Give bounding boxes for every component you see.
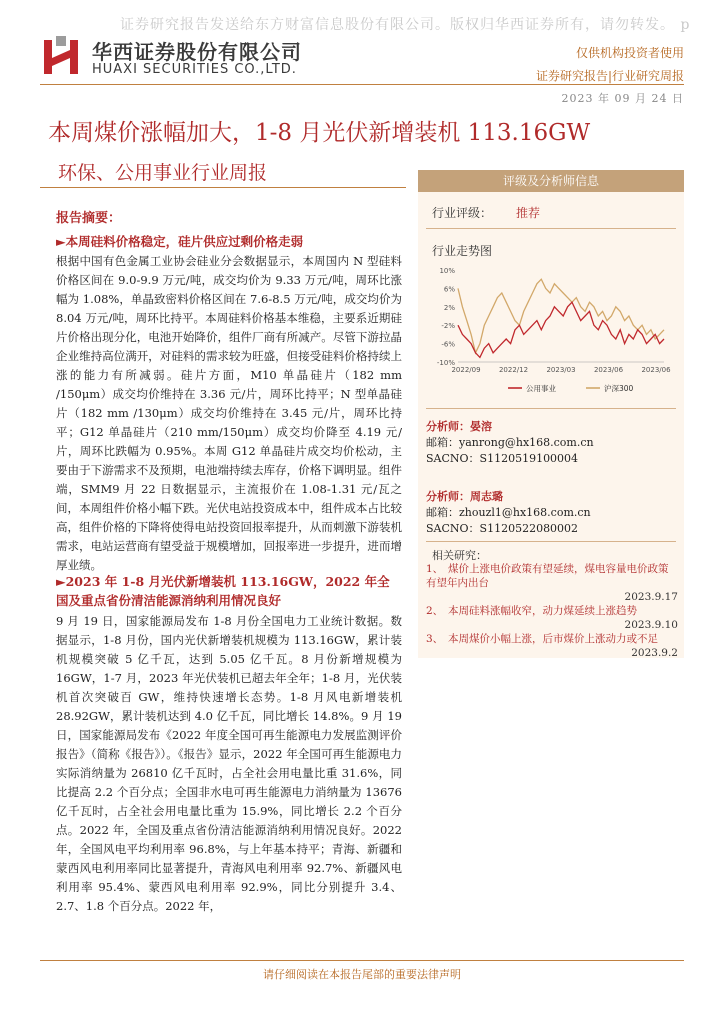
series-line xyxy=(458,302,664,357)
analyst-2-sacno: SACNO：S1120522080002 xyxy=(426,522,579,535)
y-tick-label: -6% xyxy=(441,340,455,349)
related-num: 1、 xyxy=(426,563,444,575)
related-date: 2023.9.10 xyxy=(624,619,678,631)
panel-divider xyxy=(426,541,676,542)
related-num: 3、 xyxy=(426,633,444,645)
related-date: 2023.9.17 xyxy=(624,591,678,603)
analyst-1-email[interactable]: 邮箱：yanrong@hx168.com.cn xyxy=(426,436,594,449)
related-item-3[interactable] xyxy=(426,632,678,660)
footer-disclaimer: 请仔细阅读在本报告尾部的重要法律声明 xyxy=(263,968,461,981)
y-tick-label: -10% xyxy=(436,359,455,367)
analyst-2-label: 分析师： xyxy=(426,490,470,503)
trend-chart xyxy=(426,262,678,400)
rating-label: 行业评级： xyxy=(432,206,493,220)
analyst-2-email[interactable]: 邮箱：zhouzl1@hx168.com.cn xyxy=(426,506,591,519)
rating-value: 推荐 xyxy=(516,206,541,220)
panel-divider xyxy=(426,408,676,409)
related-num: 2、 xyxy=(426,605,444,617)
analyst-1-name: 晏溶 xyxy=(470,420,492,433)
abstract-label: 报告摘要： xyxy=(56,211,122,226)
related-text: 本周煤价小幅上涨，后市煤价上涨动力或不足 xyxy=(448,633,658,645)
subtitle-divider xyxy=(40,187,406,188)
panel-divider xyxy=(426,228,676,229)
report-date: 2023 年 09 月 24 日 xyxy=(561,92,684,105)
legend-label: 公用事业 xyxy=(526,384,556,393)
audience-note: 仅供机构投资者使用 xyxy=(575,46,684,60)
x-tick-label: 2022/09 xyxy=(451,366,481,374)
company-name-en: HUAXI SECURITIES CO.,LTD. xyxy=(92,62,297,77)
analyst-2-name: 周志璐 xyxy=(470,490,503,503)
x-tick-label: 2023/06 xyxy=(593,366,624,374)
series-line xyxy=(458,279,664,353)
panel-header: 评级及分析师信息 xyxy=(418,170,684,192)
report-type: 证券研究报告|行业研究周报 xyxy=(535,69,684,83)
header-divider xyxy=(40,84,684,85)
watermark: 证券研究报告发送给东方财富信息股份有限公司。版权归华西证券所有，请勿转发。 p xyxy=(120,17,691,33)
analyst-2 xyxy=(426,489,676,537)
related-item-1[interactable] xyxy=(426,562,678,604)
y-tick-label: 6% xyxy=(443,285,455,294)
related-item-2[interactable] xyxy=(426,604,678,632)
related-date: 2023.9.2 xyxy=(631,647,678,659)
related-research-title: 相关研究： xyxy=(432,549,487,562)
analyst-1 xyxy=(426,419,676,467)
x-tick-label: 2022/12 xyxy=(498,366,529,374)
report-subtitle: 环保、公用事业行业周报 xyxy=(58,162,268,184)
section-2-text: 9 月 19 日，国家能源局发布 1-8 月份全国电力工业统计数据。数据显示，1-8 月份，国内光伏新增装机规模为 113.16GW，累计装机规模突破 5 亿千瓦，达到 5.05 亿千瓦。8 月份新增规模为 16GW，1-7 月，2023 年光伏装机已超去年全年；1-8 月，光伏装机首次突破百 GW，维持快速增长态势。1-8 月风电新增装机 28.92GW，累计装机达到 4.0 亿千瓦，同比增长 14.8%。9 月 19 日，国家能源局发布《2022 年度全国可再生能源电力发展监测评价报告》（简称《报告》）。《报告》显示，2022 年全国可再生能源电力实际消纳量为 26810 亿千瓦时，占全社会用电量比重 31.6%，同比提高 2.2 个百分点；全国非水电可再生能源电力消纳量为 13676 亿千瓦时，占全社会用电量比重为 15.9%，同比增长 2.2 个百分点。2022 年，全国及重点省份清洁能源消纳利用情况良好。2022 年，全国风电平均利用率 96.8%，与上年基本持平；青海、新疆和蒙西风电利用率同比显著提升，青海风电利用率 92.7%、新疆风电利用率 95.4%、蒙西风电利用率 92.9%，同比分别提升 3.4、2.7、1.8 个百分点。2022 年， xyxy=(56,614,402,913)
legend-label: 沪深300 xyxy=(604,384,634,393)
analyst-1-label: 分析师： xyxy=(426,420,470,433)
y-tick-label: -2% xyxy=(441,322,455,331)
chart-title: 行业走势图 xyxy=(432,244,493,258)
related-text: 本周硅料涨幅收窄，动力煤延续上涨趋势 xyxy=(448,605,637,617)
section-1-text: 根据中国有色金属工业协会硅业分会数据显示，本周国内 N 型硅料价格区间在 9.0-9.9 万元/吨，成交均价为 9.33 万元/吨，周环比涨幅为 1.08%，单晶致密料价格区间在 7.6-8.5 万元/吨，成交均价为 8.04 万元/吨，周环比持平。本周硅料价格基本维稳，主要系近期硅片价格出现分化，电池开始降价，组件厂商有所减产。尽管下游拉晶企业维持高位满开，对硅料的需求较为旺盛，但接受硅料价格持续上涨的能力有所减弱。硅片方面，M10 单晶硅片（182 mm /150μm）成交均价维持在 3.36 元/片，周环比持平；N 型单晶硅片（182 mm /130μm）成交均价维持在 3.45 元/片，周环比持平；G12 单晶硅片（210 mm/150μm）成交均价降至 4.19 元/片，周环比跌幅为 0.95%。本周 G12 单晶硅片成交均价松动，主要由于下游需求不及预期，电池端持续去库存，价格下调明显。组件端，SMM9 月 22 日数据显示，主流报价在 1.08-1.31 元/瓦之间，本周组件价格小幅下跌。光伏电站投资成本中，组件成本占比较高，组件价格的下降将使得电站投资回报率提升，从而刺激下游装机需求，电站运营商有望受益于规模增加，回报率进一步提升，进而增厚业绩。 xyxy=(56,254,402,572)
industry-rating xyxy=(432,204,540,221)
company-logo-icon xyxy=(42,36,80,76)
analyst-1-sacno: SACNO：S1120519100004 xyxy=(426,452,579,465)
x-tick-label: 2023/03 xyxy=(546,366,576,374)
x-tick-label: 2023/06 xyxy=(641,366,671,374)
section-2-title: ►2023 年 1-8 月光伏新增装机 113.16GW，2022 年全国及重点省份清洁能源消纳利用情况良好 xyxy=(56,574,390,608)
company-name-cn: 华西证券股份有限公司 xyxy=(92,40,302,64)
y-tick-label: 10% xyxy=(439,267,455,275)
related-text: 煤价上涨电价政策有望延续，煤电容量电价政策有望年内出台 xyxy=(426,563,669,589)
section-1-title: ►本周硅料价格稳定，硅片供应过剩价格走弱 xyxy=(56,234,304,249)
y-tick-label: 2% xyxy=(443,303,455,312)
report-title: 本周煤价涨幅加大，1-8 月光伏新增装机 113.16GW xyxy=(48,120,591,146)
footer-divider xyxy=(40,960,684,961)
